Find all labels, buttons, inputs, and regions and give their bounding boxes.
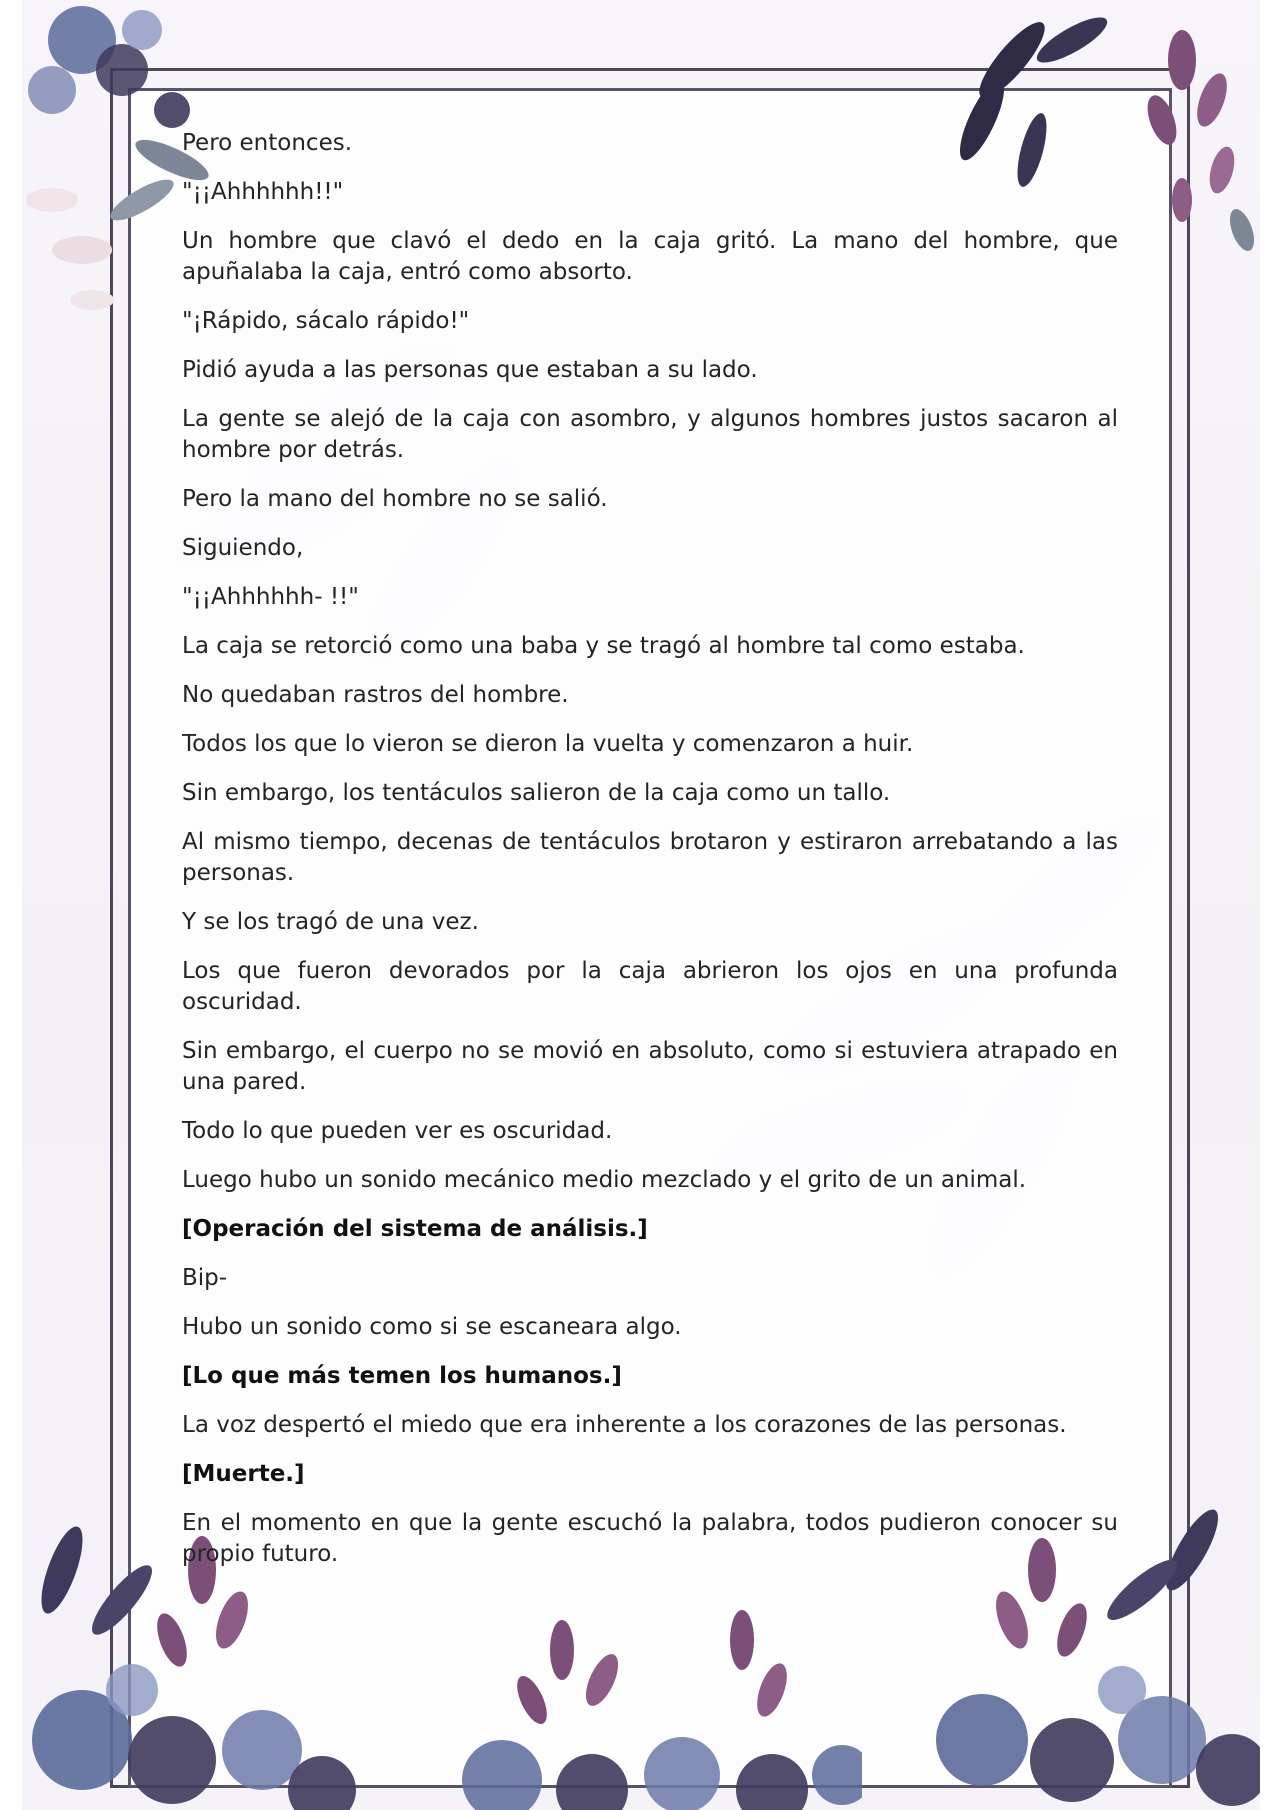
paragraph: No quedaban rastros del hombre. — [182, 682, 569, 708]
paragraph: La caja se retorció como una baba y se tragó al hombre tal como estaba. — [182, 633, 1025, 659]
paragraph: La gente se alejó de la caja con asombro, y algunos hombres justos sacaron al hombre por detrás. — [182, 406, 1118, 463]
paragraph: "¡Rápido, sácalo rápido!" — [182, 308, 470, 334]
system-message: [Operación del sistema de análisis.] — [182, 1216, 648, 1242]
system-message: [Lo que más temen los humanos.] — [182, 1363, 622, 1389]
paragraph: La voz despertó el miedo que era inherente a los corazones de las personas. — [182, 1412, 1067, 1438]
paragraph: Un hombre que clavó el dedo en la caja gritó. La mano del hombre, que apuñalaba la caja, entró como absorto. — [182, 228, 1118, 285]
paragraph: Sin embargo, los tentáculos salieron de la caja como un tallo. — [182, 780, 891, 806]
paragraph: Todos los que lo vieron se dieron la vuelta y comenzaron a huir. — [182, 731, 914, 757]
bottom-center-floral — [442, 1600, 862, 1810]
paragraph: Siguiendo, — [182, 535, 304, 561]
paragraph: "¡¡Ahhhhhh- !!" — [182, 584, 359, 610]
system-message: [Muerte.] — [182, 1461, 305, 1487]
paragraph: Bip- — [182, 1265, 228, 1291]
paragraph: Pidió ayuda a las personas que estaban a su lado. — [182, 357, 758, 383]
paragraph: Pero la mano del hombre no se salió. — [182, 486, 608, 512]
paragraph: "¡¡Ahhhhhh!!" — [182, 179, 344, 205]
paragraph: Y se los tragó de una vez. — [182, 909, 479, 935]
paragraph: Sin embargo, el cuerpo no se movió en absoluto, como si estuviera atrapado en una pared. — [182, 1038, 1118, 1095]
paragraph: Todo lo que pueden ver es oscuridad. — [182, 1118, 613, 1144]
paragraph: En el momento en que la gente escuchó la palabra, todos pudieron conocer su propio futuro. — [182, 1510, 1118, 1567]
paragraph: Los que fueron devorados por la caja abrieron los ojos en una profunda oscuridad. — [182, 958, 1118, 1015]
paragraph: Hubo un sonido como si se escaneara algo. — [182, 1314, 682, 1340]
document-page — [22, 0, 1260, 1810]
paragraph: Luego hubo un sonido mecánico medio mezclado y el grito de un animal. — [182, 1167, 1027, 1193]
document-body — [182, 128, 1118, 1588]
paragraph: Pero entonces. — [182, 130, 353, 156]
paragraph: Al mismo tiempo, decenas de tentáculos brotaron y estiraron arrebatando a las personas. — [182, 829, 1118, 886]
